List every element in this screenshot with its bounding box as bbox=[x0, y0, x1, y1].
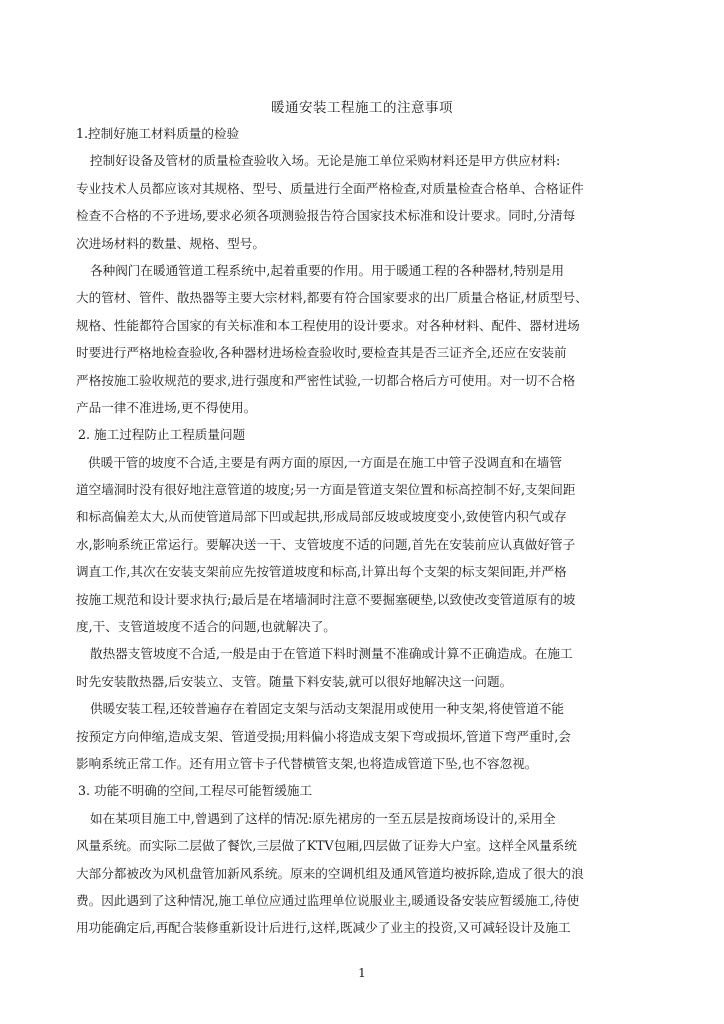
document-body bbox=[76, 120, 656, 942]
body-line: 时先安装散热器,后安装立、支管。随量下料安装,就可以很好地解决这一问题。 bbox=[76, 673, 513, 689]
body-line: 专业技术人员都应该对其规格、型号、质量进行全面严格检查,对质量检查合格单、合格证件 bbox=[76, 180, 584, 196]
body-line: 影响系统正常工作。还有用立管卡子代替横管支架,也将造成管道下坠,也不容忽视。 bbox=[76, 755, 538, 771]
page-number: 1 bbox=[358, 966, 366, 980]
body-line: 供暖干管的坡度不合适,主要是有两方面的原因,一方面是在施工中管子没调直和在墙管 bbox=[88, 454, 562, 470]
body-line: 规格、性能都符合国家的有关标准和本工程使用的设计要求。对各种材料、配件、器材进场 bbox=[76, 317, 580, 333]
body-line: 严格按施工验收规范的要求,进行强度和严密性试验,一切都合格后方可使用。对一切不合格 bbox=[76, 372, 576, 388]
body-line: 大的管材、管件、散热器等主要大宗材料,都要有符合国家要求的出厂质量合格证,材质型号、 bbox=[76, 290, 588, 306]
body-line: 费。因此遇到了这种情况,施工单位应通过监理单位说服业主,暖通设备安装应暂缓施工,待使 bbox=[76, 892, 580, 908]
body-line: 3. 功能不明确的空间,工程尽可能暂缓施工 bbox=[78, 783, 313, 799]
body-line: 检查不合格的不予进场,要求必须各项测验报告符合国家技术标准和设计要求。同时,分清每 bbox=[76, 208, 576, 224]
document-title: 暖通安装工程施工的注意事项 bbox=[271, 100, 453, 116]
body-line: 1.控制好施工材料质量的检验 bbox=[76, 126, 240, 141]
body-line: 调直工作,其次在安装支架前应先按管道坡度和标高,计算出每个支架的标支架间距,并严格 bbox=[76, 564, 567, 580]
body-line: 如在某项目施工中,曾遇到了这样的情况:原先裙房的一至五层是按商场设计的,采用全 bbox=[90, 810, 556, 826]
body-line: 和标高偏差太大,从而使管道局部下凹或起拱,形成局部反坡或坡度变小,致使管内积气或存 bbox=[76, 509, 567, 525]
body-line: 道空墙洞时没有很好地注意管道的坡度;另一方面是管道支架位置和标高控制不好,支架间距 bbox=[76, 482, 576, 498]
body-line: 控制好设备及管材的质量检查验收入场。无论是施工单位采购材料还是甲方供应材料: bbox=[90, 153, 561, 169]
body-line: 用功能确定后,再配合装修重新设计后进行,这样,既减少了业主的投资,又可减轻设计及施工 bbox=[76, 920, 571, 936]
body-line: 大部分都被改为风机盘管加新风系统。原来的空调机组及通风管道均被拆除,造成了很大的浪 bbox=[76, 865, 584, 881]
body-line: 度,干、支管道坡度不适合的问题,也就解决了。 bbox=[76, 619, 336, 635]
body-line: 2. 施工过程防止工程质量问题 bbox=[78, 427, 246, 443]
body-line: 供暖安装工程,还较普遍存在着固定支架与活动支架混用或使用一种支架,将使管道不能 bbox=[90, 701, 564, 717]
body-line: 散热器支管坡度不合适,一般是由于在管道下料时测量不准确或计算不正确造成。在施工 bbox=[90, 646, 573, 662]
body-line: 产品一律不准进场,更不得使用。 bbox=[76, 399, 257, 415]
body-line: 风量系统。而实际二层做了餐饮,三层做了KTV包厢,四层做了证券大户室。这样全风量系统 bbox=[76, 838, 577, 854]
body-line: 次进场材料的数量、规格、型号。 bbox=[76, 235, 265, 251]
body-line: 各种阀门在暖通管道工程系统中,起着重要的作用。用于暖通工程的各种器材,特别是用 bbox=[90, 262, 564, 278]
body-line: 按预定方向伸缩,造成支架、管道受损;用料偏小将造成支架下弯或损坏,管道下弯严重时,会 bbox=[76, 728, 571, 744]
body-line: 时要进行严格地检查验收,各种器材进场检查验收时,要检查其是否三证齐全,还应在安装前 bbox=[76, 345, 567, 361]
body-line: 水,影响系统正常运行。要解决送一干、支管坡度不适的问题,首先在安装前应认真做好管子 bbox=[76, 536, 576, 552]
body-line: 按施工规范和设计要求执行;最后是在堵墙洞时注意不要掘塞硬垫,以致使改变管道原有的坡 bbox=[76, 591, 576, 607]
